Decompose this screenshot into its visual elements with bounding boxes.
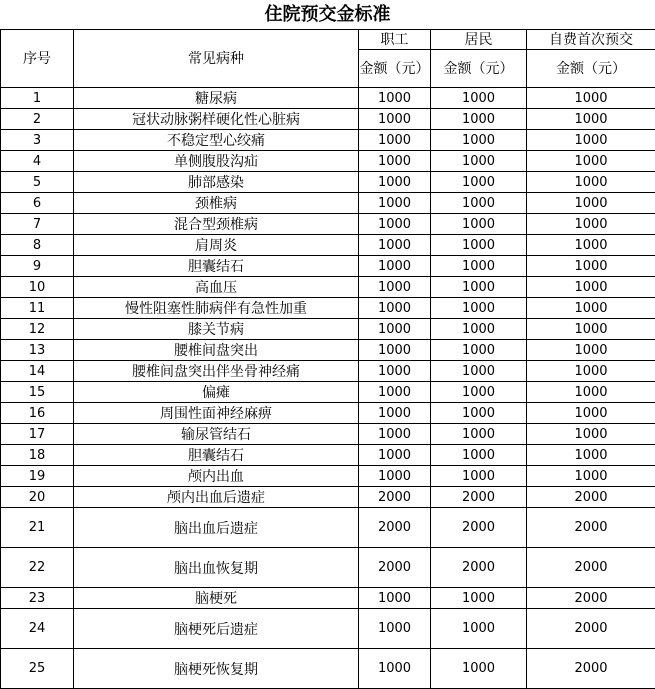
row-selfpay-amount: 2000 [527,609,655,649]
row-employee-amount: 1000 [359,424,431,445]
row-selfpay-amount: 2000 [527,487,655,508]
row-disease-name: 糖尿病 [74,88,359,109]
table-row [1,487,655,508]
row-resident-amount: 1000 [431,172,527,193]
row-resident-amount: 1000 [431,256,527,277]
row-selfpay-amount: 1000 [527,193,655,214]
row-disease-name: 偏瘫 [74,382,359,403]
row-employee-amount: 1000 [359,319,431,340]
row-selfpay-amount: 2000 [527,649,655,689]
row-selfpay-amount: 1000 [527,151,655,172]
row-resident-amount: 1000 [431,588,527,609]
row-index: 4 [1,151,74,172]
row-disease-name: 高血压 [74,277,359,298]
header-index: 序号 [1,30,74,88]
row-selfpay-amount: 1000 [527,382,655,403]
row-selfpay-amount: 2000 [527,548,655,588]
header-selfpay-amount: 金额（元） [527,50,655,88]
row-selfpay-amount: 1000 [527,88,655,109]
row-disease-name: 脑出血恢复期 [74,548,359,588]
row-employee-amount: 1000 [359,466,431,487]
row-employee-amount: 1000 [359,298,431,319]
row-employee-amount: 1000 [359,193,431,214]
row-resident-amount: 1000 [431,361,527,382]
row-index: 11 [1,298,74,319]
row-resident-amount: 1000 [431,88,527,109]
row-selfpay-amount: 1000 [527,277,655,298]
row-selfpay-amount: 1000 [527,403,655,424]
row-selfpay-amount: 1000 [527,445,655,466]
table-row [1,548,655,588]
row-index: 22 [1,548,74,588]
row-selfpay-amount: 2000 [527,588,655,609]
table-row [1,298,655,319]
row-employee-amount: 1000 [359,109,431,130]
row-employee-amount: 1000 [359,151,431,172]
row-disease-name: 冠状动脉粥样硬化性心脏病 [74,109,359,130]
row-resident-amount: 1000 [431,466,527,487]
row-disease-name: 单侧腹股沟疝 [74,151,359,172]
row-index: 18 [1,445,74,466]
row-employee-amount: 2000 [359,508,431,548]
row-resident-amount: 1000 [431,298,527,319]
row-disease-name: 脑梗死恢复期 [74,649,359,689]
row-index: 21 [1,508,74,548]
row-selfpay-amount: 1000 [527,109,655,130]
row-selfpay-amount: 1000 [527,424,655,445]
table-row [1,609,655,649]
row-index: 23 [1,588,74,609]
row-disease-name: 脑梗死后遗症 [74,609,359,649]
table-row [1,277,655,298]
row-resident-amount: 1000 [431,151,527,172]
row-resident-amount: 1000 [431,319,527,340]
row-resident-amount: 1000 [431,649,527,689]
row-index: 3 [1,130,74,151]
table-row [1,109,655,130]
table-row [1,382,655,403]
row-disease-name: 颈椎病 [74,193,359,214]
row-index: 10 [1,277,74,298]
row-selfpay-amount: 1000 [527,361,655,382]
row-index: 15 [1,382,74,403]
table-row [1,361,655,382]
row-employee-amount: 1000 [359,588,431,609]
row-index: 1 [1,88,74,109]
table-row [1,649,655,689]
row-index: 9 [1,256,74,277]
row-resident-amount: 2000 [431,548,527,588]
row-resident-amount: 1000 [431,382,527,403]
table-row [1,193,655,214]
row-employee-amount: 1000 [359,340,431,361]
row-disease-name: 腰椎间盘突出伴坐骨神经痛 [74,361,359,382]
row-resident-amount: 1000 [431,424,527,445]
row-selfpay-amount: 1000 [527,235,655,256]
row-resident-amount: 1000 [431,214,527,235]
table-row [1,130,655,151]
row-disease-name: 颅内出血后遗症 [74,487,359,508]
row-selfpay-amount: 1000 [527,298,655,319]
table-row [1,319,655,340]
row-disease-name: 胆囊结石 [74,256,359,277]
row-disease-name: 肺部感染 [74,172,359,193]
row-index: 19 [1,466,74,487]
row-index: 12 [1,319,74,340]
row-index: 7 [1,214,74,235]
row-employee-amount: 1000 [359,382,431,403]
table-row [1,445,655,466]
row-index: 8 [1,235,74,256]
row-selfpay-amount: 1000 [527,130,655,151]
row-index: 20 [1,487,74,508]
row-disease-name: 慢性阻塞性肺病伴有急性加重 [74,298,359,319]
table-row [1,151,655,172]
row-index: 16 [1,403,74,424]
row-index: 25 [1,649,74,689]
row-selfpay-amount: 1000 [527,340,655,361]
row-employee-amount: 1000 [359,403,431,424]
row-resident-amount: 1000 [431,109,527,130]
table-body [1,88,655,689]
table-row [1,466,655,487]
table-row [1,424,655,445]
row-index: 5 [1,172,74,193]
row-disease-name: 脑出血后遗症 [74,508,359,548]
table-row [1,235,655,256]
row-resident-amount: 2000 [431,487,527,508]
table-row [1,172,655,193]
row-disease-name: 脑梗死 [74,588,359,609]
row-resident-amount: 1000 [431,340,527,361]
row-resident-amount: 2000 [431,508,527,548]
header-resident-amount: 金额（元） [431,50,527,88]
row-disease-name: 胆囊结石 [74,445,359,466]
row-resident-amount: 1000 [431,445,527,466]
table-row [1,340,655,361]
row-index: 13 [1,340,74,361]
sheet-title: 住院预交金标准 [0,0,655,30]
row-employee-amount: 1000 [359,214,431,235]
row-selfpay-amount: 1000 [527,319,655,340]
row-selfpay-amount: 1000 [527,256,655,277]
row-disease-name: 膝关节病 [74,319,359,340]
row-employee-amount: 1000 [359,445,431,466]
table-row [1,256,655,277]
header-employee: 职工 [359,30,431,50]
table-row [1,214,655,235]
row-employee-amount: 1000 [359,172,431,193]
table-row [1,588,655,609]
row-employee-amount: 1000 [359,130,431,151]
row-selfpay-amount: 1000 [527,172,655,193]
row-employee-amount: 2000 [359,548,431,588]
row-index: 6 [1,193,74,214]
row-employee-amount: 1000 [359,361,431,382]
row-resident-amount: 1000 [431,403,527,424]
row-selfpay-amount: 2000 [527,508,655,548]
row-employee-amount: 1000 [359,235,431,256]
row-employee-amount: 1000 [359,88,431,109]
table-row [1,88,655,109]
row-disease-name: 腰椎间盘突出 [74,340,359,361]
row-disease-name: 肩周炎 [74,235,359,256]
row-employee-amount: 1000 [359,649,431,689]
header-resident: 居民 [431,30,527,50]
header-disease: 常见病种 [74,30,359,88]
row-index: 2 [1,109,74,130]
row-index: 17 [1,424,74,445]
row-disease-name: 颅内出血 [74,466,359,487]
row-selfpay-amount: 1000 [527,214,655,235]
header-selfpay: 自费首次预交 [527,30,655,50]
row-resident-amount: 1000 [431,193,527,214]
row-employee-amount: 1000 [359,256,431,277]
header-employee-amount: 金额（元） [359,50,431,88]
table-row [1,508,655,548]
row-index: 24 [1,609,74,649]
row-employee-amount: 2000 [359,487,431,508]
row-selfpay-amount: 1000 [527,466,655,487]
row-disease-name: 混合型颈椎病 [74,214,359,235]
row-employee-amount: 1000 [359,609,431,649]
row-resident-amount: 1000 [431,277,527,298]
row-resident-amount: 1000 [431,235,527,256]
row-disease-name: 周围性面神经麻痹 [74,403,359,424]
row-employee-amount: 1000 [359,277,431,298]
row-disease-name: 输尿管结石 [74,424,359,445]
row-index: 14 [1,361,74,382]
row-disease-name: 不稳定型心绞痛 [74,130,359,151]
row-resident-amount: 1000 [431,130,527,151]
row-resident-amount: 1000 [431,609,527,649]
table-row [1,403,655,424]
deposit-table [0,29,655,689]
